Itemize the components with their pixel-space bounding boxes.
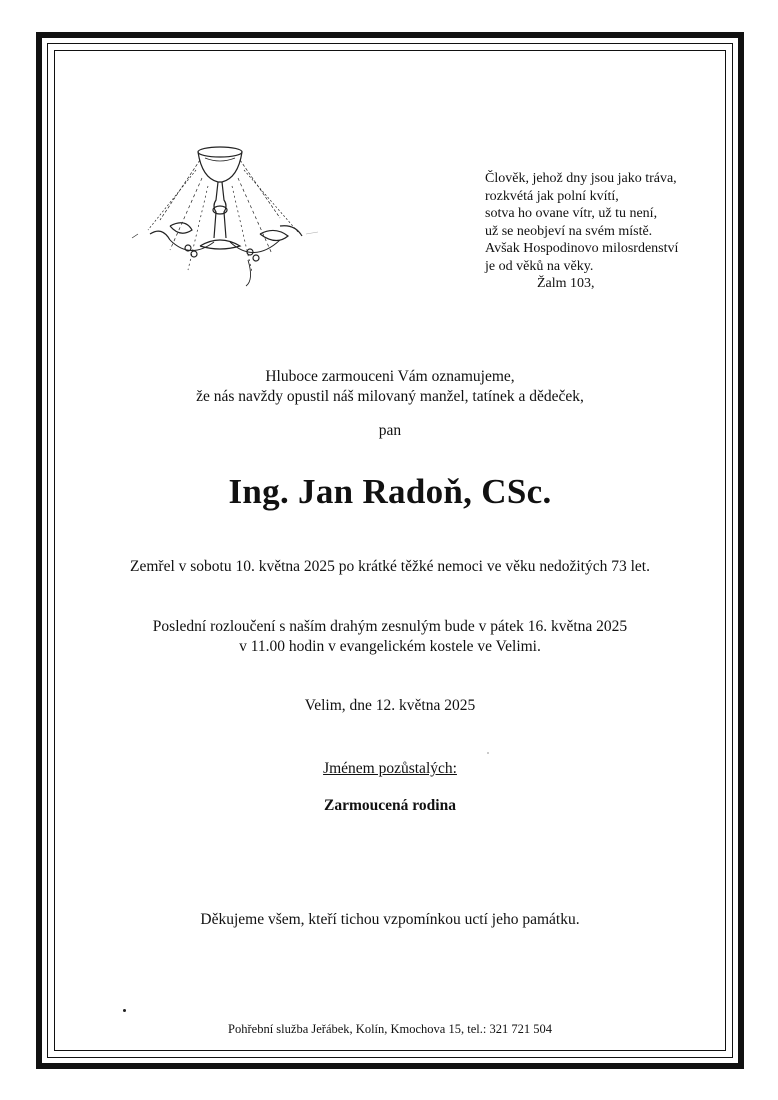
scan-speck (123, 1009, 126, 1012)
funeral-line-1: Poslední rozloučení s naším drahým zesnulým bude v pátek 16. května 2025 (152, 618, 628, 635)
footer: Pohřební služba Jeřábek, Kolín, Kmochova 15, tel.: 321 721 504 (228, 1022, 552, 1036)
scan-speck (487, 752, 489, 754)
funeral-info (60, 617, 720, 657)
psalm-line: je od věků na věky. (485, 258, 594, 274)
psalm-reference: Žalm 103, (537, 276, 595, 291)
deceased-name: Ing. Jan Radoň, CSc. (228, 472, 552, 511)
psalm-line: Člověk, jehož dny jsou jako tráva, (485, 171, 677, 186)
psalm-line: sotva ho ovane vítr, už tu není, (485, 206, 658, 221)
place-date: Velim, dne 12. května 2025 (304, 697, 476, 714)
announcement (60, 367, 720, 407)
psalm-line: už se neobjeví na svém místě. (485, 223, 653, 239)
on-behalf-text: Jménem pozůstalých: (323, 760, 457, 777)
on-behalf-label (60, 759, 720, 779)
signature: Zarmoucená rodina (324, 797, 456, 814)
funeral-line-2: v 11.00 hodin v evangelickém kostele ve Velimi. (239, 638, 541, 655)
announcement-line-2: že nás navždy opustil náš milovaný manžel, tatínek a dědeček, (196, 388, 584, 405)
psalm-quote (485, 170, 705, 293)
psalm-line: Avšak Hospodinovo milosrdenství (485, 241, 679, 256)
chalice-icon (130, 130, 320, 290)
salutation: pan (378, 422, 402, 439)
thanks: Děkujeme všem, kteří tichou vzpomínkou uctí jeho památku. (200, 911, 580, 928)
announcement-line-1: Hluboce zarmouceni Vám oznamujeme, (265, 368, 515, 385)
death-notice: Zemřel v sobotu 10. května 2025 po krátké těžké nemoci ve věku nedožitých 73 let. (130, 558, 650, 575)
psalm-line: rozkvétá jak polní kvítí, (485, 188, 619, 204)
